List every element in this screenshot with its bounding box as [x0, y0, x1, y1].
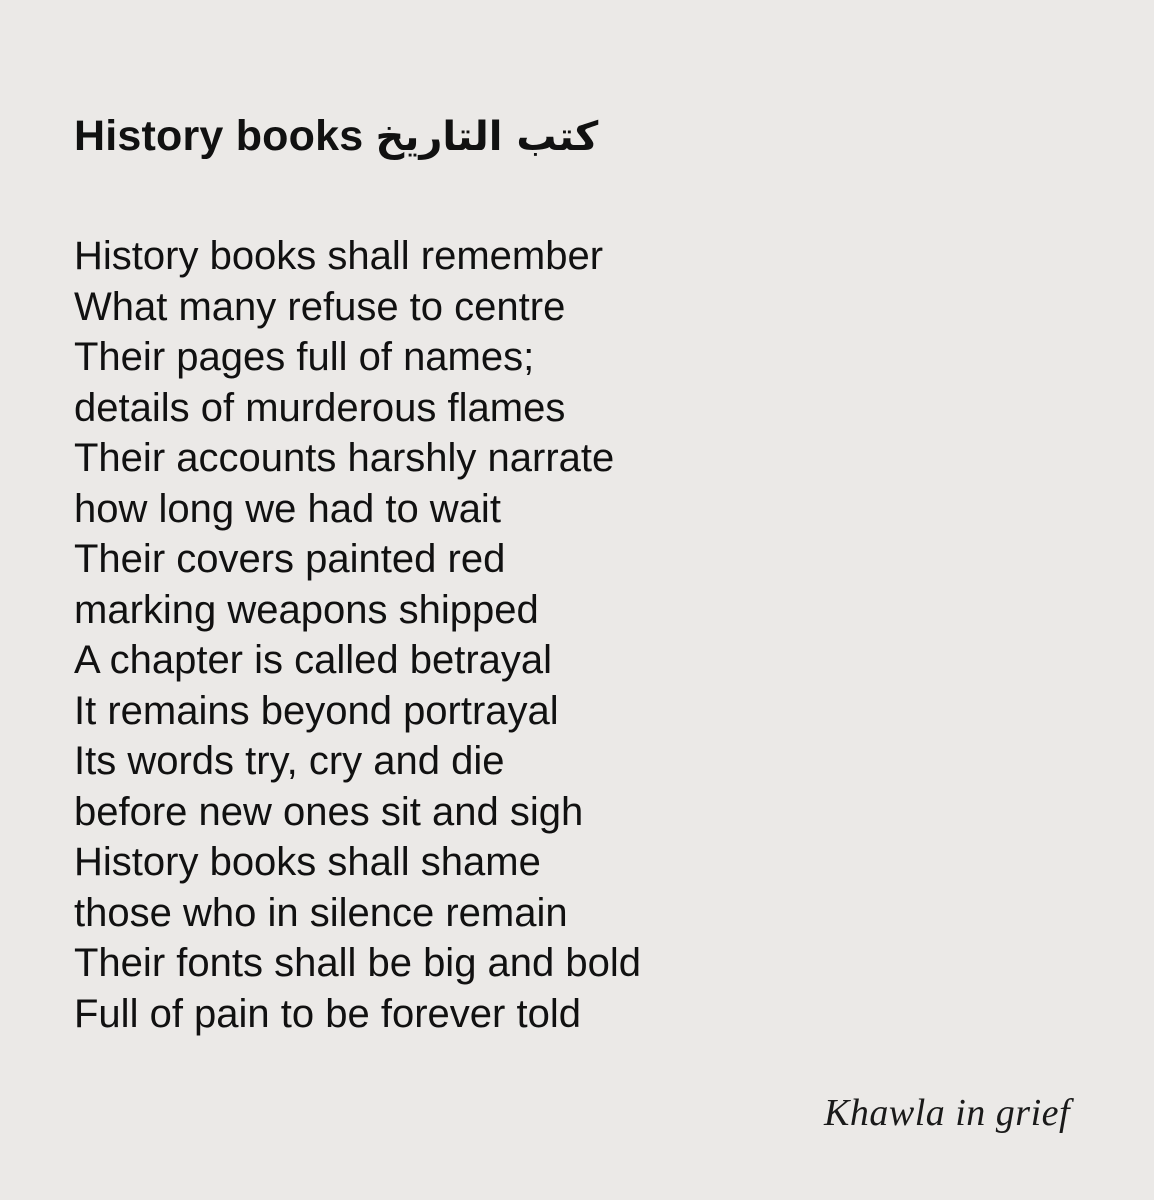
author-signature: Khawla in grief	[824, 1092, 1071, 1134]
poem-line: Their accounts harshly narrate	[74, 436, 615, 480]
poem-line: details of murderous flames	[74, 385, 566, 430]
poem-title	[74, 110, 598, 163]
poem-line: those who in silence remain	[74, 890, 568, 935]
poem-title-arabic: كتب التاريخ	[375, 114, 599, 160]
poem-line: Full of pain to be forever told	[74, 991, 581, 1036]
poem-line: before new ones sit and sigh	[74, 789, 584, 834]
poem-line: Their pages full of names;	[74, 335, 535, 379]
poem-line: Their fonts shall be big and bold	[74, 941, 642, 985]
poem-line: History books shall remember	[74, 234, 604, 278]
poem-title-english: History books	[74, 112, 364, 160]
poem-line: marking weapons shipped	[74, 587, 539, 632]
poem-line: History books shall shame	[74, 840, 541, 884]
poem-line: A chapter is called betrayal	[74, 638, 553, 682]
poem-line: Their covers painted red	[74, 537, 506, 581]
poem-line: What many refuse to centre	[74, 284, 566, 329]
poem-body	[74, 231, 641, 1039]
poem-line: how long we had to wait	[74, 486, 501, 531]
poem-line: Its words try, cry and die	[74, 739, 505, 783]
poem-line: It remains beyond portrayal	[74, 688, 559, 733]
